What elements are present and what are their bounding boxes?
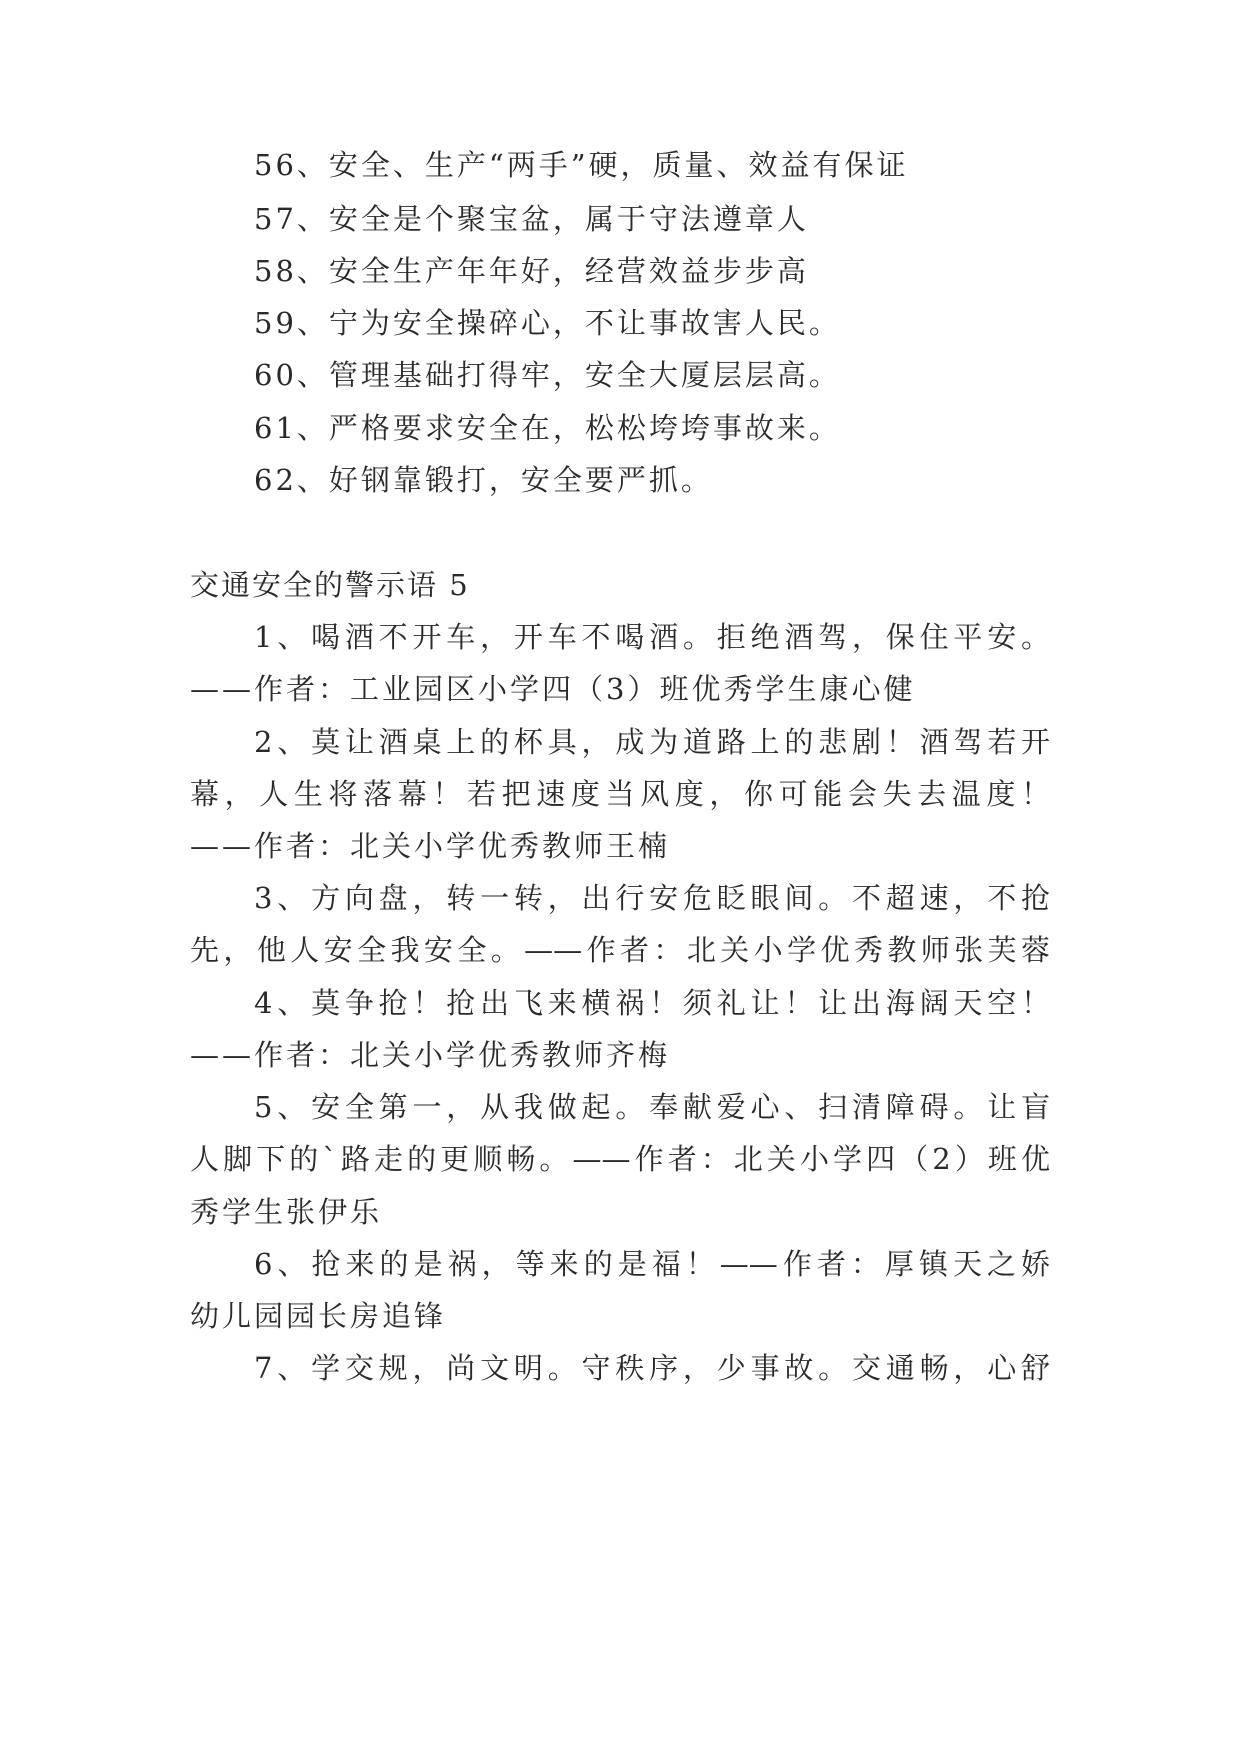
list-item-58: 58、安全生产年年好，经营效益步步高 [254,254,809,288]
list-item-61: 61、严格要求安全在，松松垮垮事故来。 [254,411,841,445]
paragraph-2-line-3: ——作者：北关小学优秀教师王楠 [190,829,671,863]
list-item-59: 59、宁为安全操碎心，不让事故害人民。 [254,306,841,340]
paragraph-1-line-1: 1、喝酒不开车，开车不喝酒。拒绝酒驾，保住平安。 [254,620,1050,654]
list-item-60: 60、管理基础打得牢，安全大厦层层高。 [254,358,841,392]
paragraph-7-line-1: 7、学交规，尚文明。守秩序，少事故。交通畅，心舒 [254,1351,1050,1385]
list-item-57: 57、安全是个聚宝盆，属于守法遵章人 [254,202,809,236]
paragraph-5-line-1: 5、安全第一，从我做起。奉献爱心、扫清障碍。让盲 [254,1090,1050,1124]
paragraph-2-line-2: 幕，人生将落幕！若把速度当风度，你可能会失去温度！ [190,777,1050,811]
list-item-62: 62、好钢靠锻打，安全要严抓。 [254,463,713,497]
paragraph-5-line-2: 人脚下的`路走的更顺畅。——作者：北关小学四（2）班优 [190,1142,1050,1176]
paragraph-4-line-1: 4、莫争抢！抢出飞来横祸！须礼让！让出海阔天空！ [254,986,1050,1020]
paragraph-4-line-2: ——作者：北关小学优秀教师齐梅 [190,1038,671,1072]
paragraph-3-line-2: 先，他人安全我安全。——作者：北关小学优秀教师张芙蓉 [190,933,1050,967]
section-heading: 交通安全的警示语 5 [190,568,470,602]
paragraph-5-line-3: 秀学生张伊乐 [190,1195,383,1229]
paragraph-1-line-2: ——作者：工业园区小学四（3）班优秀学生康心健 [190,672,916,706]
paragraph-6-line-2: 幼儿园园长房追锋 [190,1299,447,1333]
paragraph-2-line-1: 2、莫让酒桌上的杯具，成为道路上的悲剧！酒驾若开 [254,725,1050,759]
list-item-56: 56、安全、生产“两手”硬，质量、效益有保证 [254,148,909,182]
paragraph-6-line-1: 6、抢来的是祸，等来的是福！——作者：厚镇天之娇 [254,1247,1050,1281]
paragraph-3-line-1: 3、方向盘，转一转，出行安危眨眼间。不超速，不抢 [254,881,1050,915]
